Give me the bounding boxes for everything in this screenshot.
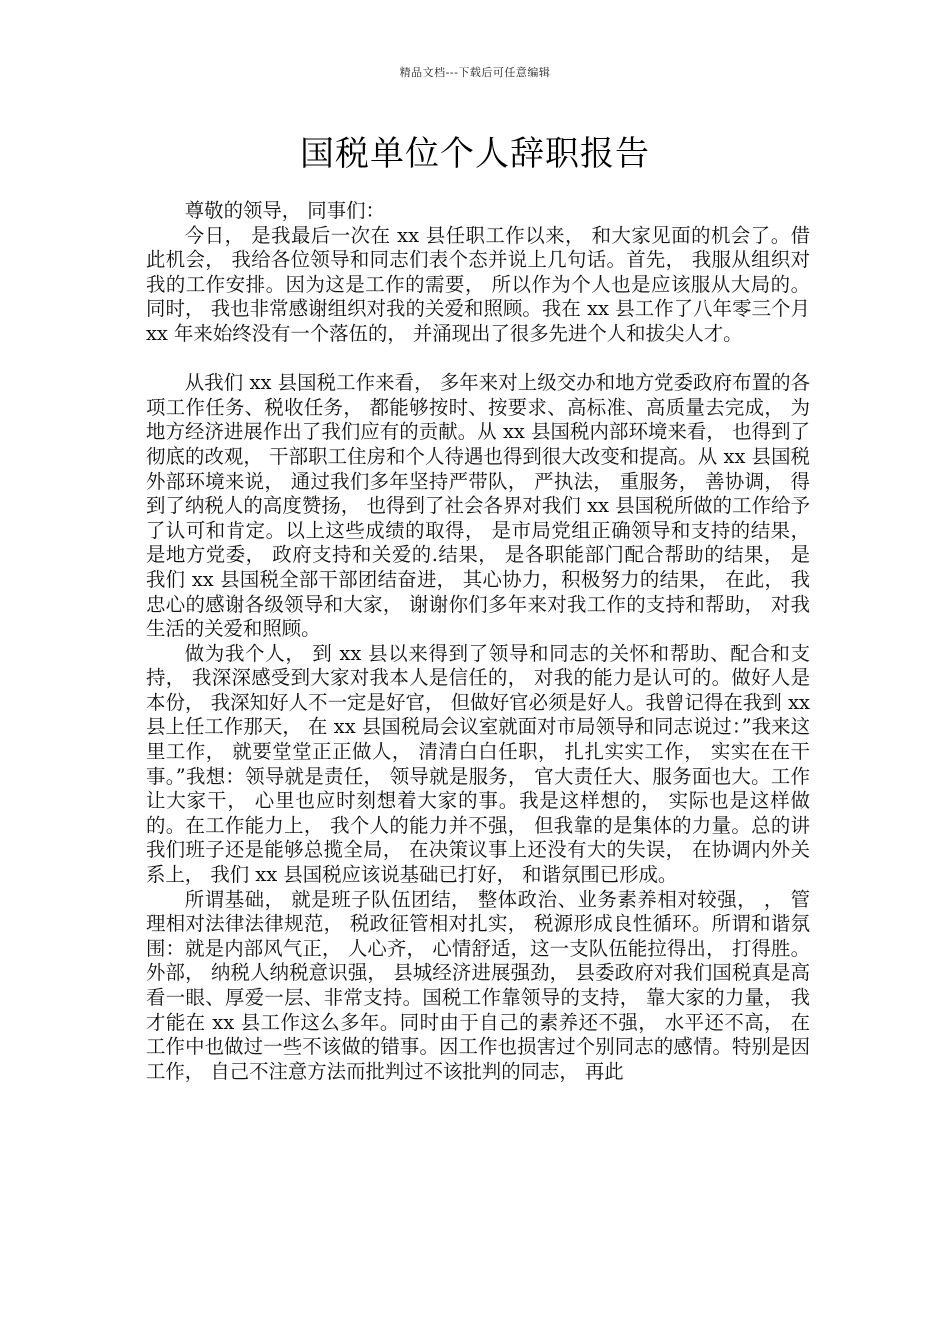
body-paragraph: 做为我个人， 到 xx 县以来得到了领导和同志的关怀和帮助、配合和支持， 我深深感受到大家对我本人是信任的， 对我的能力是认可的。做好人是本份， 我深知好人不一定是好官， 但做好官必须是好人。我曾记得在我到 xx 县上任工作那天， 在 xx 县国税局会议室就面对市局领导和同志说过：”我来这里工作， 就要堂堂正正做人， 清清白白任职， 扎扎实实工作， 实实在在干事。”我想：领导就是责任， 领导就是服务， 官大责任大、服务面也大。工作让大家干， 心里也应时刻想着大家的事。我是这样想的， 实际也是这样做的。在工作能力上， 我个人的能力并不强， 但我靠的是集体的力量。总的讲我们班子还是能够总揽全局， 在决策议事上还没有大的失误， 在协调内外关系上， 我们 xx 县国税应该说基础已打好， 和谐氛围已形成。: [146, 641, 810, 887]
page-header-note: 精品文档---下载后可任意编辑: [399, 66, 551, 79]
document-title: 国税单位个人辞职报告: [300, 134, 650, 174]
body-paragraph: 从我们 xx 县国税工作来看， 多年来对上级交办和地方党委政府布置的各项工作任务、税收任务， 都能够按时、按要求、高标准、高质量去完成， 为地方经济进展作出了我们应有的贡献。从 xx 县国税内部环境来看， 也得到了彻底的改观， 干部职工住房和个人待遇也得到很大改变和提高。从 xx 县国税外部环境来说， 通过我们多年坚持严带队， 严执法， 重服务， 善协调， 得到了纳税人的高度赞扬， 也得到了社会各界对我们 xx 县国税所做的工作给予了认可和肯定。以上这些成绩的取得， 是市局党组正确领导和支持的结果， 是地方党委， 政府支持和关爱的.结果， 是各职能部门配合帮助的结果， 是我们 xx 县国税全部干部团结奋进， 其心协力，积极努力的结果， 在此， 我忠心的感谢各级领导和大家， 谢谢你们多年来对我工作的支持和帮助， 对我生活的关爱和照顾。: [146, 371, 810, 641]
salutation-paragraph: 尊敬的领导， 同事们：: [184, 199, 385, 222]
body-paragraph: 所谓基础， 就是班子队伍团结， 整体政治、业务素养相对较强， ， 管理相对法律法律规范， 税政征管相对扎实， 税源形成良性循环。所谓和谐氛围：就是内部风气正， 人心齐， 心情舒适，这一支队伍能拉得出， 打得胜。外部， 纳税人纳税意识强， 县城经济进展强劲， 县委政府对我们国税真是高看一眼、厚爱一层、非常支持。国税工作靠领导的支持， 靠大家的力量， 我才能在 xx 县工作这么多年。同时由于自己的素养还不强， 水平还不高， 在工作中也做过一些不该做的错事。因工作也损害过个别同志的感情。特别是因工作， 自己不注意方法而批判过不该批判的同志， 再此: [146, 887, 810, 1083]
body-paragraph: 今日， 是我最后一次在 xx 县任职工作以来， 和大家见面的机会了。借此机会， 我给各位领导和同志们表个态并说上几句话。首先， 我服从组织对我的工作安排。因为这是工作的需要， 所以作为个人也是应该服从大局的。同时， 我也非常感谢组织对我的关爱和照顾。我在 xx 县工作了八年零三个月 xx 年来始终没有一个落伍的， 并涌现出了很多先进个人和拔尖人才。: [146, 223, 810, 345]
document-body: [146, 199, 810, 1084]
